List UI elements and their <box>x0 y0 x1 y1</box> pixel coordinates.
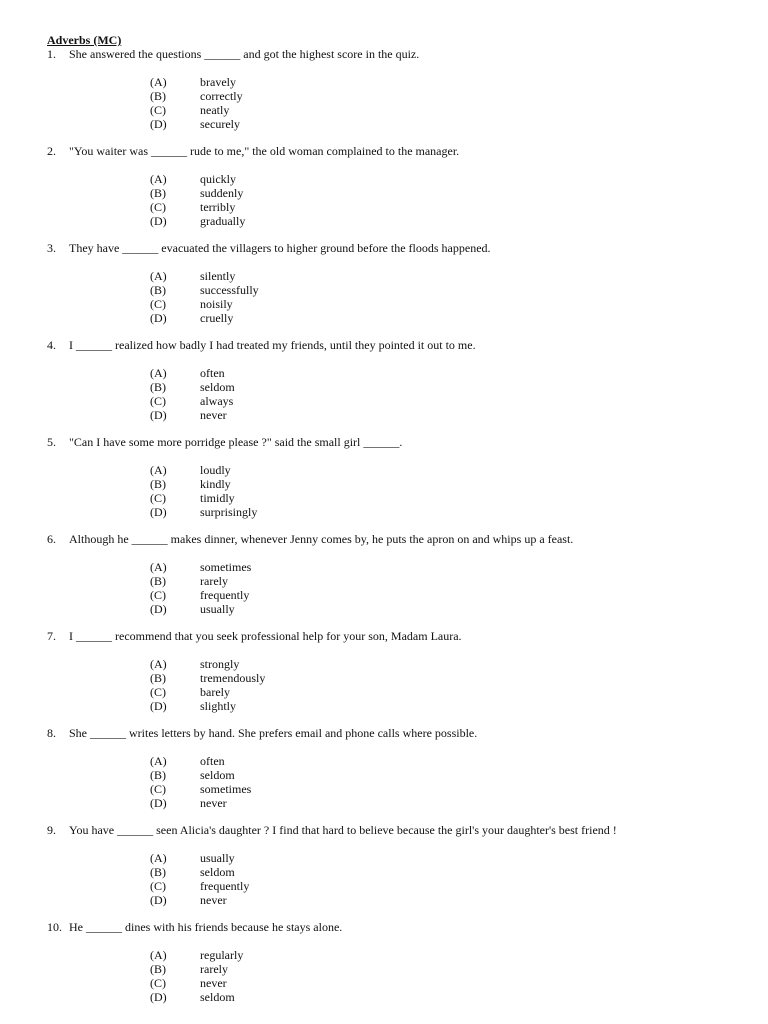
question-stem <box>47 920 747 935</box>
question-item <box>47 241 747 325</box>
option-text: noisily <box>200 297 233 311</box>
option-letter: (B) <box>150 283 166 297</box>
option-letter: (B) <box>150 865 166 879</box>
option-letter: (C) <box>150 782 166 796</box>
option-letter: (C) <box>150 685 166 699</box>
option-text: loudly <box>200 463 231 477</box>
option-text: seldom <box>200 380 235 394</box>
answer-option <box>47 491 747 505</box>
answer-option <box>47 865 747 879</box>
option-text: seldom <box>200 768 235 782</box>
option-text: often <box>200 754 225 768</box>
option-letter: (D) <box>150 311 167 325</box>
option-text: never <box>200 976 227 990</box>
option-text: frequently <box>200 588 250 602</box>
question-stem <box>47 532 747 547</box>
question-number: 5. <box>47 435 56 449</box>
option-letter: (C) <box>150 976 166 990</box>
answer-option <box>47 574 747 588</box>
option-text: securely <box>200 117 240 131</box>
option-letter: (A) <box>150 75 167 89</box>
option-letter: (A) <box>150 172 167 186</box>
answer-option <box>47 186 747 200</box>
option-text: neatly <box>200 103 230 117</box>
answer-option <box>47 269 747 283</box>
option-text: quickly <box>200 172 236 186</box>
question-text: Although he ______ makes dinner, whenever Jenny comes by, he puts the apron on and whips up a feast. <box>69 532 574 546</box>
option-text: tremendously <box>200 671 266 685</box>
answer-options <box>47 948 747 1004</box>
question-stem <box>47 435 747 450</box>
option-text: barely <box>200 685 230 699</box>
answer-options <box>47 560 747 616</box>
question-stem <box>47 338 747 353</box>
option-text: gradually <box>200 214 246 228</box>
question-stem <box>47 47 747 62</box>
question-number: 1. <box>47 47 56 61</box>
option-letter: (A) <box>150 754 167 768</box>
option-text: usually <box>200 602 235 616</box>
answer-options <box>47 851 747 907</box>
answer-option <box>47 394 747 408</box>
option-text: correctly <box>200 89 243 103</box>
answer-option <box>47 75 747 89</box>
answer-options <box>47 463 747 519</box>
answer-option <box>47 505 747 519</box>
option-text: never <box>200 408 227 422</box>
option-text: strongly <box>200 657 240 671</box>
option-letter: (B) <box>150 671 166 685</box>
answer-options <box>47 75 747 131</box>
option-letter: (B) <box>150 186 166 200</box>
option-letter: (A) <box>150 657 167 671</box>
question-stem <box>47 144 747 159</box>
option-letter: (D) <box>150 505 167 519</box>
option-letter: (D) <box>150 602 167 616</box>
question-number: 7. <box>47 629 56 643</box>
answer-option <box>47 685 747 699</box>
option-letter: (A) <box>150 463 167 477</box>
answer-options <box>47 172 747 228</box>
option-text: seldom <box>200 865 235 879</box>
question-item <box>47 47 747 131</box>
option-text: successfully <box>200 283 259 297</box>
answer-option <box>47 103 747 117</box>
answer-option <box>47 657 747 671</box>
question-number: 10. <box>47 920 62 934</box>
answer-options <box>47 657 747 713</box>
option-text: rarely <box>200 574 228 588</box>
answer-option <box>47 297 747 311</box>
answer-option <box>47 214 747 228</box>
option-text: silently <box>200 269 236 283</box>
option-text: kindly <box>200 477 231 491</box>
option-letter: (A) <box>150 366 167 380</box>
question-text: I ______ realized how badly I had treated my friends, until they pointed it out to me. <box>69 338 476 352</box>
option-text: surprisingly <box>200 505 258 519</box>
option-letter: (C) <box>150 588 166 602</box>
option-letter: (B) <box>150 477 166 491</box>
option-letter: (A) <box>150 948 167 962</box>
option-text: sometimes <box>200 560 252 574</box>
option-letter: (B) <box>150 962 166 976</box>
answer-option <box>47 172 747 186</box>
question-item <box>47 920 747 1004</box>
question-item <box>47 144 747 228</box>
question-list <box>47 47 747 1004</box>
answer-option <box>47 768 747 782</box>
answer-option <box>47 754 747 768</box>
question-number: 6. <box>47 532 56 546</box>
question-stem <box>47 823 747 838</box>
answer-option <box>47 879 747 893</box>
answer-option <box>47 962 747 976</box>
option-text: cruelly <box>200 311 234 325</box>
question-number: 9. <box>47 823 56 837</box>
answer-option <box>47 463 747 477</box>
answer-option <box>47 117 747 131</box>
question-item <box>47 532 747 616</box>
option-letter: (C) <box>150 297 166 311</box>
option-letter: (B) <box>150 89 166 103</box>
option-letter: (C) <box>150 879 166 893</box>
answer-option <box>47 782 747 796</box>
option-text: bravely <box>200 75 236 89</box>
answer-option <box>47 893 747 907</box>
question-text: He ______ dines with his friends because he stays alone. <box>69 920 343 934</box>
page-title: Adverbs (MC) <box>47 33 122 47</box>
answer-options <box>47 366 747 422</box>
answer-option <box>47 588 747 602</box>
answer-option <box>47 560 747 574</box>
answer-option <box>47 283 747 297</box>
option-text: usually <box>200 851 235 865</box>
option-letter: (B) <box>150 574 166 588</box>
question-text: You have ______ seen Alicia's daughter ? I find that hard to believe because the girl's your daughter's best friend ! <box>69 823 617 837</box>
option-letter: (D) <box>150 893 167 907</box>
answer-options <box>47 754 747 810</box>
answer-option <box>47 671 747 685</box>
option-letter: (A) <box>150 851 167 865</box>
question-text: I ______ recommend that you seek professional help for your son, Madam Laura. <box>69 629 462 643</box>
option-letter: (A) <box>150 269 167 283</box>
option-letter: (D) <box>150 990 167 1004</box>
answer-option <box>47 200 747 214</box>
option-text: terribly <box>200 200 236 214</box>
option-letter: (D) <box>150 408 167 422</box>
question-stem <box>47 241 747 256</box>
answer-option <box>47 796 747 810</box>
option-letter: (D) <box>150 796 167 810</box>
option-text: rarely <box>200 962 228 976</box>
answer-option <box>47 89 747 103</box>
answer-option <box>47 851 747 865</box>
option-text: sometimes <box>200 782 252 796</box>
option-text: never <box>200 893 227 907</box>
option-text: frequently <box>200 879 250 893</box>
option-letter: (D) <box>150 214 167 228</box>
option-text: timidly <box>200 491 235 505</box>
answer-option <box>47 976 747 990</box>
question-text: "You waiter was ______ rude to me," the old woman complained to the manager. <box>69 144 460 158</box>
question-number: 2. <box>47 144 56 158</box>
answer-option <box>47 699 747 713</box>
option-text: seldom <box>200 990 235 1004</box>
option-text: suddenly <box>200 186 244 200</box>
question-stem <box>47 726 747 741</box>
answer-option <box>47 380 747 394</box>
answer-option <box>47 311 747 325</box>
option-text: regularly <box>200 948 244 962</box>
option-letter: (C) <box>150 103 166 117</box>
worksheet-page <box>47 33 747 1017</box>
answer-option <box>47 602 747 616</box>
option-letter: (C) <box>150 491 166 505</box>
question-text: She ______ writes letters by hand. She prefers email and phone calls where possible. <box>69 726 478 740</box>
option-text: slightly <box>200 699 237 713</box>
option-letter: (A) <box>150 560 167 574</box>
option-letter: (D) <box>150 699 167 713</box>
question-number: 3. <box>47 241 56 255</box>
question-item <box>47 726 747 810</box>
option-letter: (B) <box>150 768 166 782</box>
question-number: 4. <box>47 338 56 352</box>
question-text: "Can I have some more porridge please ?" said the small girl ______. <box>69 435 403 449</box>
question-item <box>47 629 747 713</box>
option-letter: (B) <box>150 380 166 394</box>
answer-option <box>47 408 747 422</box>
question-stem <box>47 629 747 644</box>
question-number: 8. <box>47 726 56 740</box>
question-item <box>47 338 747 422</box>
answer-option <box>47 366 747 380</box>
question-text: They have ______ evacuated the villagers to higher ground before the floods happened. <box>69 241 491 255</box>
question-item <box>47 823 747 907</box>
answer-option <box>47 477 747 491</box>
answer-option <box>47 990 747 1004</box>
answer-option <box>47 948 747 962</box>
option-letter: (C) <box>150 394 166 408</box>
option-text: never <box>200 796 227 810</box>
option-letter: (C) <box>150 200 166 214</box>
answer-options <box>47 269 747 325</box>
question-item <box>47 435 747 519</box>
question-text: She answered the questions ______ and got the highest score in the quiz. <box>69 47 420 61</box>
option-letter: (D) <box>150 117 167 131</box>
option-text: always <box>200 394 234 408</box>
option-text: often <box>200 366 225 380</box>
